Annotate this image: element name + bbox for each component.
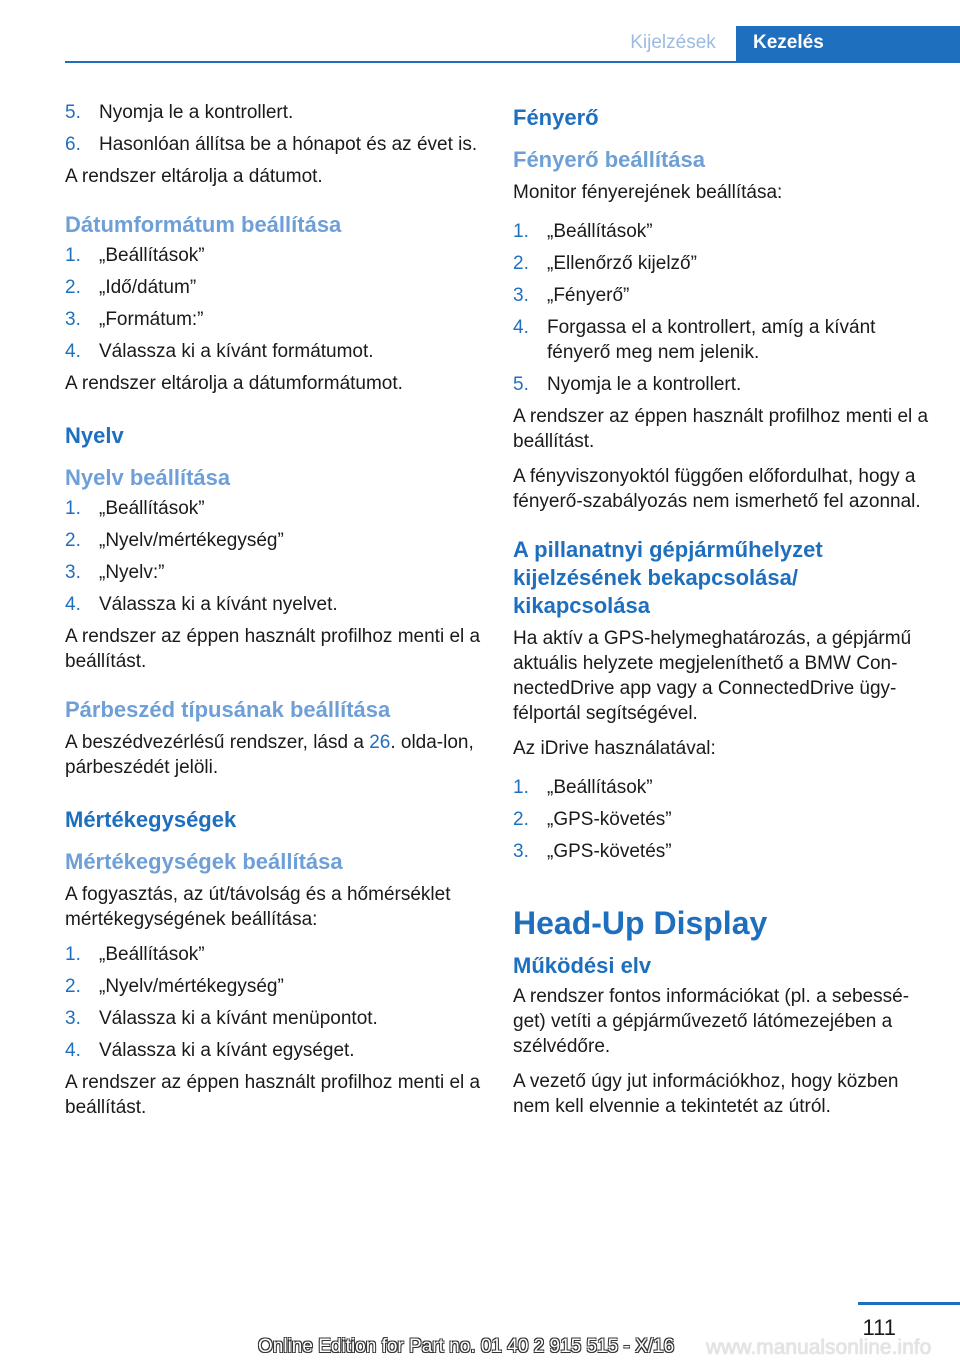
- list-number: 3.: [65, 309, 81, 330]
- page-number: 111: [862, 1315, 896, 1340]
- list-number: 4.: [65, 341, 81, 362]
- heading-language: Nyelv: [65, 423, 124, 448]
- list-number: 3.: [65, 1008, 81, 1029]
- list-number: 2.: [65, 530, 81, 551]
- heading-brightness-setting: Fényerő beállítása: [513, 147, 705, 172]
- list-number: 1.: [513, 221, 529, 242]
- list-text: „Idő/dátum”: [99, 277, 197, 298]
- left-column: [65, 100, 485, 1130]
- list-item: [65, 974, 485, 999]
- paragraph: A rendszer az éppen használt profilhoz menti el a beállítást.: [65, 626, 481, 672]
- list-text: „Beállítások”: [547, 777, 653, 798]
- list-text: Válassza ki a kívánt egységet.: [99, 1040, 355, 1061]
- list-text: „Beállítások”: [99, 498, 205, 519]
- tab-kijelzesek[interactable]: Kijelzések: [630, 32, 716, 53]
- list-item: [65, 275, 485, 300]
- paragraph: A rendszer az éppen használt profilhoz menti el a beállítást.: [65, 1072, 481, 1118]
- language-steps: [65, 496, 485, 617]
- paragraph: A rendszer fontos információkat (pl. a sebessé-get) vetíti a gépjárművezető látómezejében a szélvédőre.: [513, 986, 910, 1057]
- brightness-steps: [513, 219, 933, 397]
- list-number: 4.: [65, 594, 81, 615]
- list-number: 1.: [65, 245, 81, 266]
- tab-kezeles[interactable]: [736, 26, 960, 63]
- list-item: [513, 219, 933, 244]
- list-item: [65, 339, 485, 364]
- list-text: „GPS-követés”: [547, 841, 672, 862]
- list-text: „Nyelv:”: [99, 562, 165, 583]
- list-number: 3.: [513, 285, 529, 306]
- list-text: Válassza ki a kívánt menüpontot.: [99, 1008, 378, 1029]
- paragraph: A vezető úgy jut információkhoz, hogy közben nem kell elvennie a tekintetét az útról.: [513, 1071, 899, 1117]
- paragraph: Ha aktív a GPS-helymeghatározás, a gépjármű aktuális helyzete megjeleníthető a BMW Con-nectedDrive app vagy a ConnectedDrive ügy-félportál segítségével.: [513, 628, 912, 724]
- list-item: [513, 807, 933, 832]
- list-number: 2.: [513, 253, 529, 274]
- list-text: „Formátum:”: [99, 309, 204, 330]
- list-text: „Beállítások”: [547, 221, 653, 242]
- list-item: [513, 839, 933, 864]
- date-format-steps: [65, 243, 485, 364]
- list-number: 4.: [65, 1040, 81, 1061]
- list-item: [65, 942, 485, 967]
- list-number: 1.: [513, 777, 529, 798]
- paragraph: Monitor fényerejének beállítása:: [513, 182, 783, 203]
- paragraph: A fogyasztás, az út/távolság és a hőmérséklet mértékegységének beállítása:: [65, 884, 451, 930]
- heading-dialog-type: Párbeszéd típusának beállítása: [65, 697, 391, 722]
- paragraph: Az iDrive használatával:: [513, 738, 716, 759]
- list-item: [513, 775, 933, 800]
- list-text: Válassza ki a kívánt nyelvet.: [99, 594, 338, 615]
- list-text: Válassza ki a kívánt formátumot.: [99, 341, 374, 362]
- paragraph: [65, 730, 485, 780]
- list-text: „Ellenőrző kijelző”: [547, 253, 697, 274]
- list-item: [65, 1038, 485, 1063]
- page-number-rule: [858, 1302, 960, 1305]
- list-item: [65, 528, 485, 553]
- list-number: 2.: [513, 809, 529, 830]
- list-text: Nyomja le a kontrollert.: [99, 102, 294, 123]
- list-item: [513, 283, 933, 308]
- heading-brightness: Fényerő: [513, 105, 599, 130]
- list-number: 5.: [65, 102, 81, 123]
- list-number: 5.: [513, 374, 529, 395]
- list-text: „Nyelv/mértékegység”: [99, 976, 284, 997]
- paragraph: A rendszer eltárolja a dátumformátumot.: [65, 373, 403, 394]
- page-link[interactable]: 26: [369, 732, 391, 753]
- gps-steps: [513, 775, 933, 864]
- list-number: 2.: [65, 976, 81, 997]
- heading-language-setting: Nyelv beállítása: [65, 465, 231, 490]
- list-item: [65, 100, 485, 125]
- list-number: 1.: [65, 944, 81, 965]
- list-text: Hasonlóan állítsa be a hónapot és az évet is.: [99, 134, 478, 155]
- paragraph: A fényviszonyoktól függően előfordulhat, hogy a fényerő-szabályozás nem ismerhető fel azonnal.: [513, 466, 921, 512]
- list-item: [513, 315, 933, 365]
- list-item: [65, 560, 485, 585]
- heading-head-up-display: Head-Up Display: [513, 905, 768, 941]
- units-steps: [65, 942, 485, 1063]
- list-number: 4.: [513, 317, 529, 338]
- list-number: 2.: [65, 277, 81, 298]
- list-item: [513, 372, 933, 397]
- paragraph: A rendszer az éppen használt profilhoz menti el a beállítást.: [513, 406, 929, 452]
- paragraph: A rendszer eltárolja a dátumot.: [65, 166, 323, 187]
- list-text: „Beállítások”: [99, 944, 205, 965]
- continued-steps-list: [65, 100, 485, 157]
- list-text: Forgassa el a kontrollert, amíg a kívánt fényerő meg nem jelenik.: [547, 317, 876, 363]
- list-number: 6.: [65, 134, 81, 155]
- list-item: [65, 496, 485, 521]
- list-text: „Beállítások”: [99, 245, 205, 266]
- list-item: [65, 132, 485, 157]
- list-number: 3.: [65, 562, 81, 583]
- list-item: [65, 307, 485, 332]
- heading-units: Mértékegységek: [65, 807, 237, 832]
- heading-units-setting: Mértékegységek beállítása: [65, 849, 343, 874]
- watermark: www.manualsonline.info: [706, 1336, 932, 1359]
- right-column: [513, 100, 933, 1129]
- text-run: . olda-lon, párbeszédét jelöli.: [65, 732, 474, 778]
- list-item: [65, 592, 485, 617]
- list-text: „GPS-követés”: [547, 809, 672, 830]
- header-rule: [65, 61, 960, 63]
- list-item: [513, 251, 933, 276]
- list-text: Nyomja le a kontrollert.: [547, 374, 742, 395]
- list-item: [65, 1006, 485, 1031]
- list-number: 1.: [65, 498, 81, 519]
- list-item: [65, 243, 485, 268]
- heading-date-format: Dátumformátum beállítása: [65, 212, 342, 237]
- list-text: „Nyelv/mértékegység”: [99, 530, 284, 551]
- edition-footer: Online Edition for Part no. 01 40 2 915 515 - X/16: [258, 1336, 675, 1357]
- heading-operating-principle: Működési elv: [513, 953, 652, 978]
- list-number: 3.: [513, 841, 529, 862]
- heading-gps-position: A pillanatnyi gépjárműhelyzet kijelzésének bekapcsolása/ kikapcsolása: [513, 537, 823, 618]
- list-text: „Fényerő”: [547, 285, 630, 306]
- text-run: A beszédvezérlésű rendszer, lásd a: [65, 732, 370, 753]
- tab-kezeles-label: Kezelés: [753, 32, 824, 53]
